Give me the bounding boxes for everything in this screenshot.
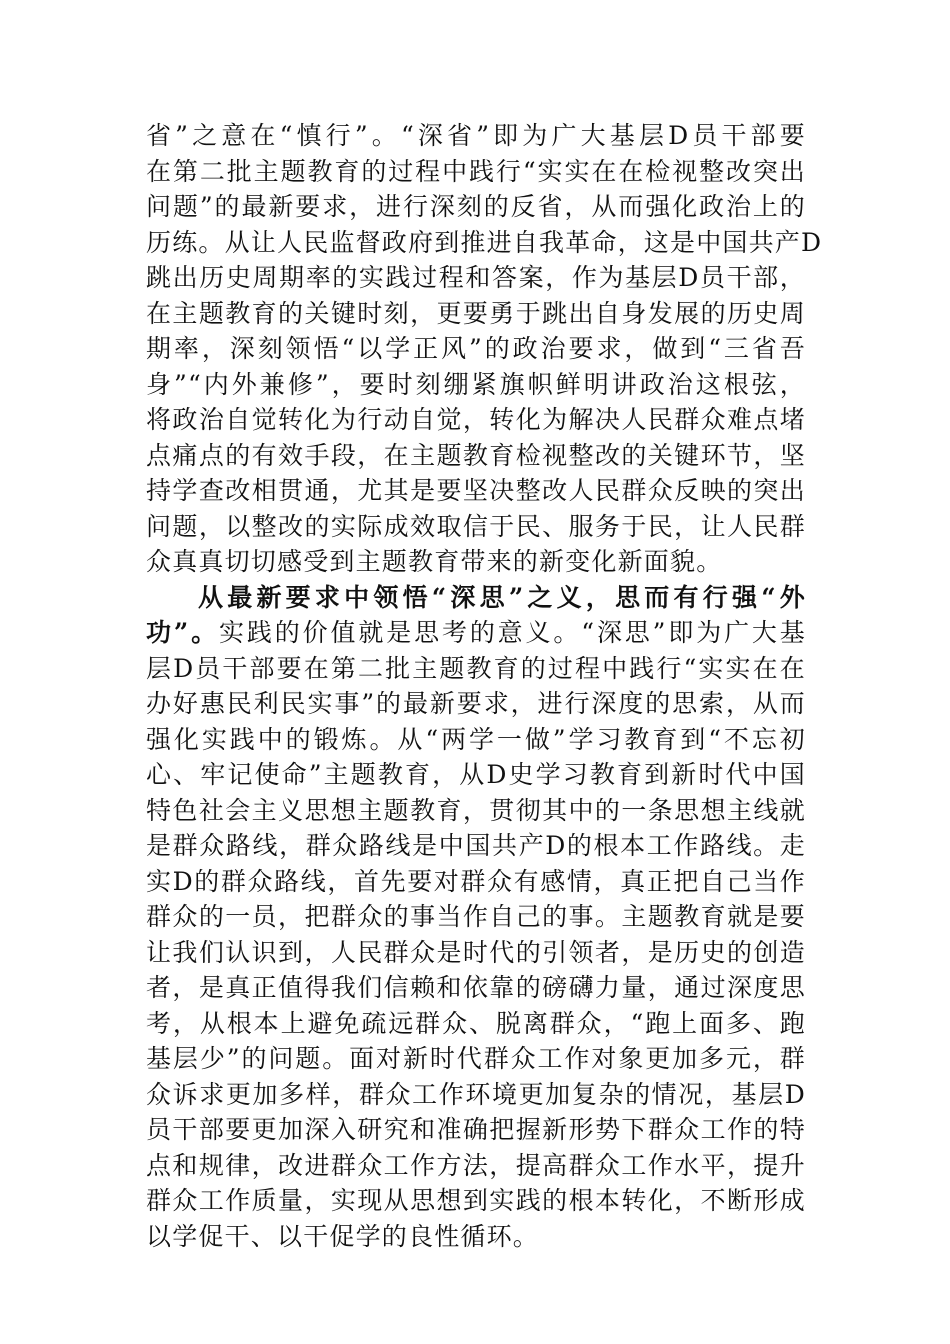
text-line: 实D的群众路线，首先要对群众有感情，真正把自己当作 xyxy=(146,866,806,896)
text-line: 身”“内外兼修”，要时刻绷紧旗帜鲜明讲政治这根弦， xyxy=(146,369,806,399)
text-line: 在第二批主题教育的过程中践行“实实在在检视整改突出 xyxy=(146,156,806,186)
text-line: 强化实践中的锻炼。从“两学一做”学习教育到“不忘初 xyxy=(146,724,806,754)
text-line: 是群众路线，群众路线是中国共产D的根本工作路线。走 xyxy=(146,831,806,860)
text-line: 层D员干部要在第二批主题教育的过程中践行“实实在在 xyxy=(146,653,806,683)
text-line: 群众的一员，把群众的事当作自己的事。主题教育就是要 xyxy=(146,902,806,931)
text-line: 省”之意在“慎行”。“深省”即为广大基层D员干部要 xyxy=(146,121,806,150)
text-line: 心、牢记使命”主题教育，从D史学习教育到新时代中国 xyxy=(146,760,806,789)
text-line: 让我们认识到，人民群众是时代的引领者，是历史的创造 xyxy=(146,937,806,967)
section-heading-end: 功”。 xyxy=(146,618,219,647)
text-line: 众诉求更加多样，群众工作环境更加复杂的情况，基层D xyxy=(146,1079,806,1109)
text-line: 历练。从让人民监督政府到推进自我革命，这是中国共产D xyxy=(146,227,823,257)
text-line: 问题，以整改的实际成效取信于民、服务于民，让人民群 xyxy=(146,511,806,541)
text-line: 办好惠民利民实事”的最新要求，进行深度的思索，从而 xyxy=(146,689,806,718)
text-line xyxy=(146,615,806,651)
paragraph-shensi xyxy=(146,580,806,1255)
text-line: 跳出历史周期率的实践过程和答案，作为基层D员干部， xyxy=(146,263,806,292)
text-line: 员干部要更加深入研究和准确把握新形势下群众工作的特 xyxy=(146,1115,806,1144)
text-line: 者，是真正值得我们信赖和依靠的磅礴力量，通过深度思 xyxy=(146,973,806,1002)
text-line: 以学促干、以干促学的良性循环。 xyxy=(146,1221,540,1251)
text-line: 特色社会主义思想主题教育，贯彻其中的一条思想主线就 xyxy=(146,795,806,825)
text-line: 群众工作质量，实现从思想到实践的根本转化，不断形成 xyxy=(146,1186,806,1215)
text-line: 将政治自觉转化为行动自觉，转化为解决人民群众难点堵 xyxy=(146,405,806,434)
text-line: 问题”的最新要求，进行深刻的反省，从而强化政治上的 xyxy=(146,192,806,221)
text-line: 考，从根本上避免疏远群众、脱离群众，“跑上面多、跑 xyxy=(146,1008,806,1038)
text-line: 在主题教育的关键时刻，更要勇于跳出自身发展的历史周 xyxy=(146,298,806,328)
text-line: 基层少”的问题。面对新时代群众工作对象更加多元，群 xyxy=(146,1044,806,1073)
text-line-rest: 实践的价值就是思考的意义。“深思”即为广大基 xyxy=(219,618,807,647)
text-line: 点和规律，改进群众工作方法，提高群众工作水平，提升 xyxy=(146,1150,806,1180)
document-body xyxy=(146,118,823,1254)
text-line: 期率，深刻领悟“以学正风”的政治要求，做到“三省吾 xyxy=(146,334,806,363)
text-line: 持学查改相贯通，尤其是要坚决整改人民群众反映的突出 xyxy=(146,476,806,505)
paragraph-shensheng xyxy=(146,118,823,580)
text-line: 点痛点的有效手段，在主题教育检视整改的关键环节，坚 xyxy=(146,440,806,470)
section-heading: 从最新要求中领悟“深思”之义，思而有行强“外 xyxy=(198,582,806,612)
text-line: 众真真切切感受到主题教育带来的新变化新面貌。 xyxy=(146,547,723,576)
